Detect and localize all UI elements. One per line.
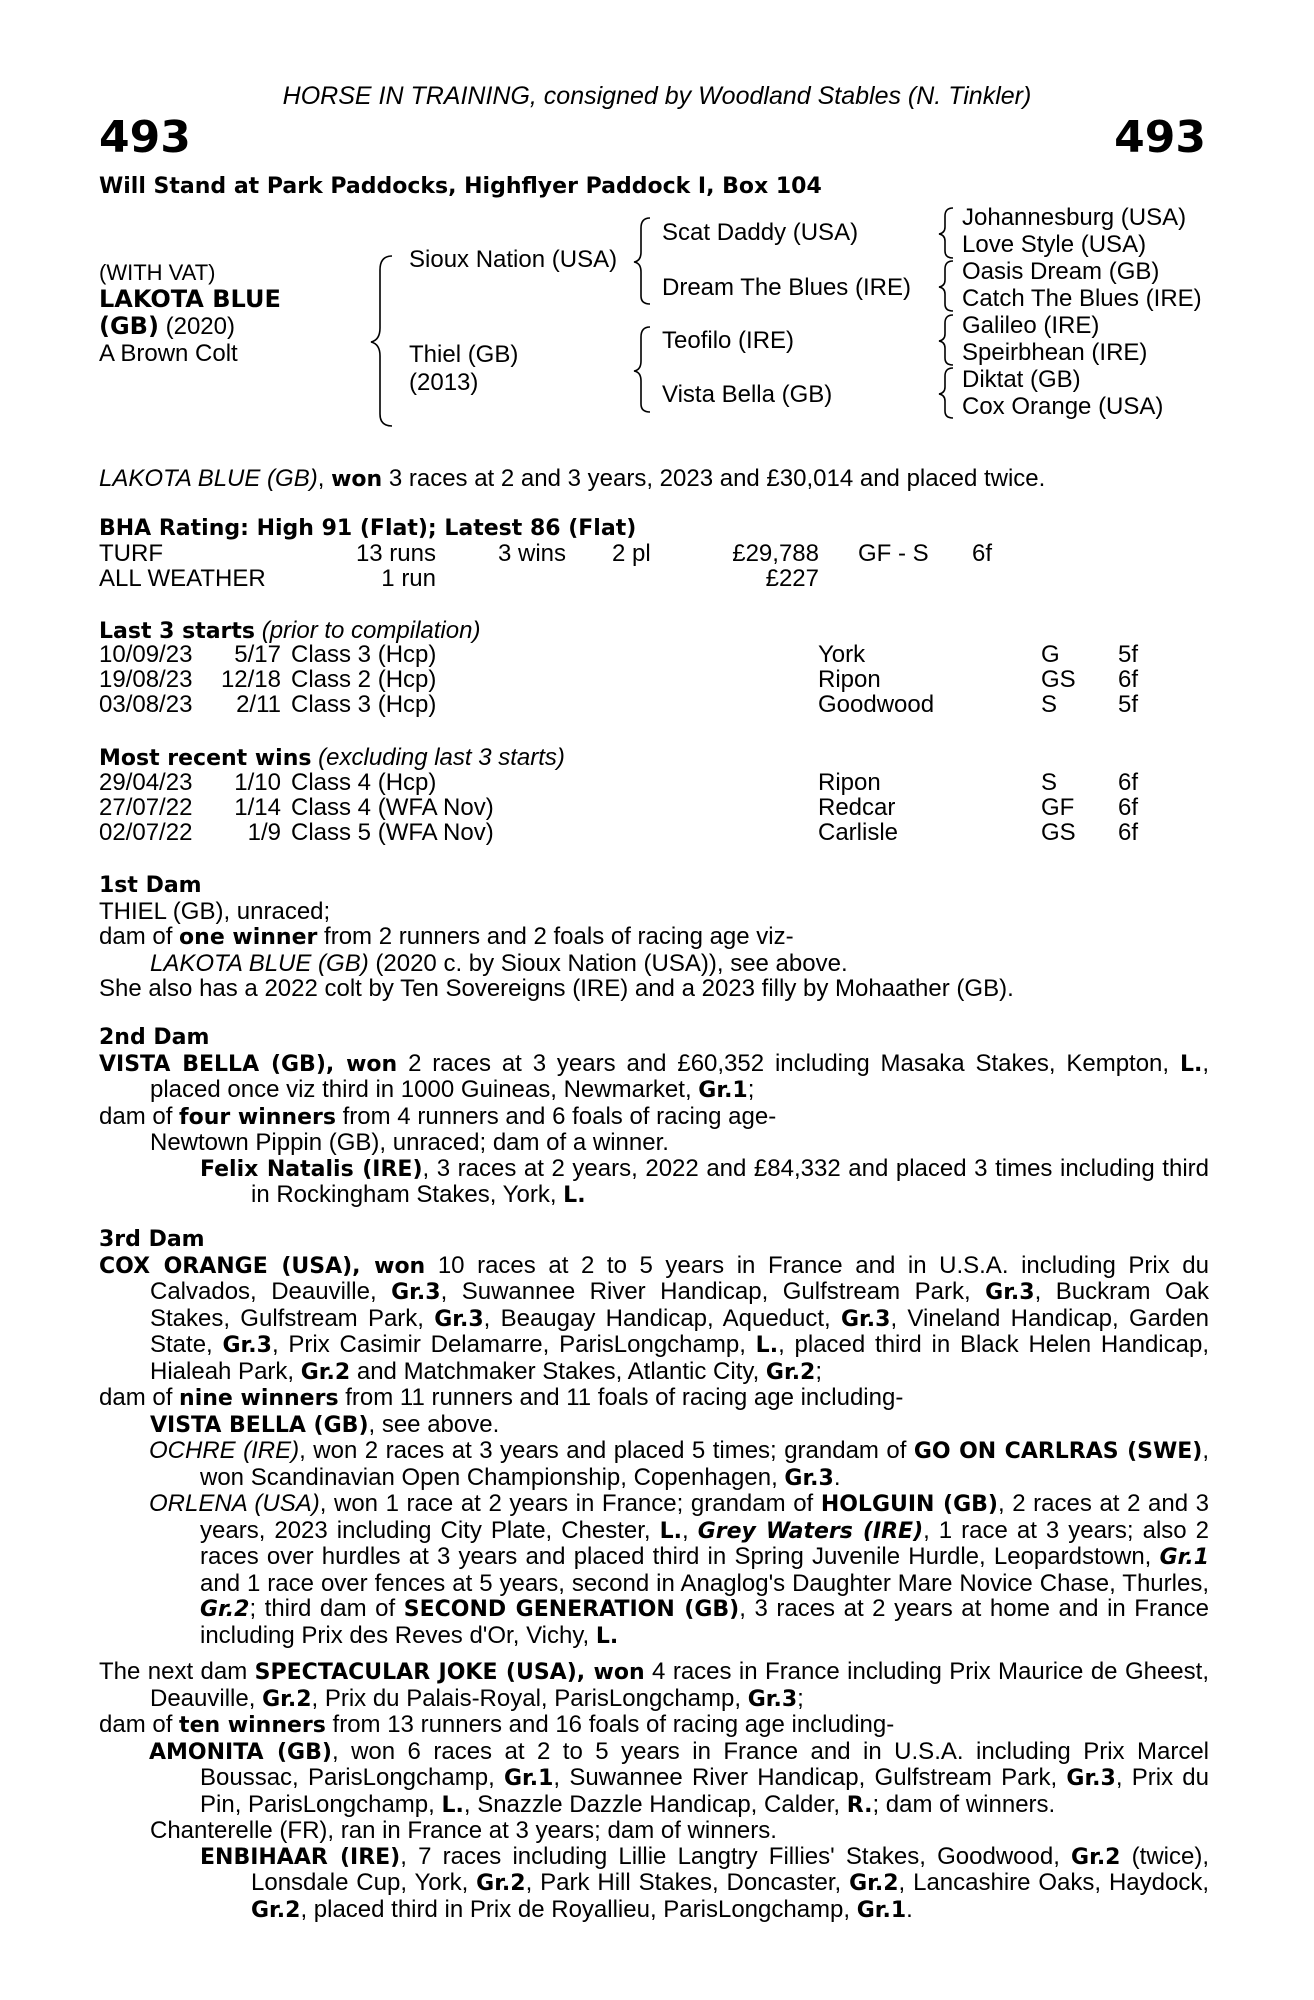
text-segment: HOLGUIN (GB) — [820, 1492, 998, 1517]
pedigree-dam-dam: Vista Bella (GB) — [662, 381, 833, 408]
text-segment: Gr.3 — [434, 1306, 484, 1332]
text-segment: . — [906, 1895, 913, 1923]
text-segment: . — [833, 1463, 841, 1491]
race-course: Goodwood — [818, 691, 935, 718]
text-segment: The next dam — [99, 1658, 255, 1685]
gp-8: Cox Orange (USA) — [962, 393, 1164, 420]
pedigree-dam: Thiel (GB) — [409, 341, 519, 368]
text-segment: , 2 races at 2 and 3 years, 2023 including City Plate, Chester, — [200, 1490, 1209, 1544]
race-course: Ripon — [818, 769, 881, 796]
third-dam-title: 3rd Dam — [99, 1227, 205, 1252]
race-class: Class 2 (Hcp) — [291, 666, 437, 693]
race-distance: 6f — [1118, 769, 1139, 796]
rating-runs: 13 runs — [355, 540, 436, 567]
text-segment: OCHRE (IRE) — [149, 1437, 300, 1464]
race-position: 1/9 — [247, 819, 281, 846]
text-segment: GO ON CARLRAS (SWE) — [913, 1439, 1203, 1464]
race-summary: LAKOTA BLUE (GB), won 3 races at 2 and 3 years, 2023 and £30,014 and placed twice. — [99, 465, 1046, 492]
text-segment: , Vineland Handicap, Garden State, — [150, 1304, 1210, 1358]
third-dam-para3 — [99, 1412, 1209, 1439]
first-dam-line3: LAKOTA BLUE (GB) (2020 c. by Sioux Nation (USA)), see above. — [150, 949, 848, 977]
race-going: S — [1041, 691, 1058, 718]
text-segment: , won 1 race at 2 years in France; grandam of — [319, 1490, 821, 1517]
second-dam-para3: Newtown Pippin (GB), unraced; dam of a winner. — [150, 1129, 669, 1156]
text-segment: Gr.1 — [503, 1766, 554, 1791]
pedigree-sire: Sioux Nation (USA) — [409, 246, 618, 273]
text-segment: Chanterelle (FR), ran in France at 3 years; dam of winners. — [150, 1817, 777, 1844]
text-segment: from 11 runners and 11 foals of racing age including- — [338, 1384, 904, 1411]
second-dam-para2: dam of four winners from 4 runners and 6 foals of racing age- — [99, 1102, 777, 1130]
race-position: 12/18 — [220, 666, 281, 693]
third-dam-para5 — [99, 1491, 1209, 1649]
pedigree-dam-year: (2013) — [409, 369, 479, 396]
race-position: 1/14 — [234, 794, 281, 821]
text-segment: ; — [797, 1684, 804, 1712]
horse-description: A Brown Colt — [99, 340, 238, 367]
second-dam-para1: VISTA BELLA (GB), won 2 races at 3 years and £60,352 including Masaka Stakes, Kempton, L., placed once viz third in 1000 Guineas, Newmarket, Gr.1; — [99, 1049, 1209, 1103]
first-dam-line2: dam of one winner from 2 runners and 2 foals of racing age viz- — [99, 923, 794, 950]
next-dam-para4 — [99, 1818, 1209, 1844]
text-segment: , Beaugay Handicap, Aqueduct, — [483, 1304, 841, 1332]
page-header: HORSE IN TRAINING, consigned by Woodland Stables (N. Tinkler) — [282, 82, 1032, 110]
text-segment: SPECTACULAR JOKE (USA), won — [254, 1660, 645, 1685]
text-segment: Gr.2 — [262, 1686, 312, 1712]
text-segment: Gr.2 — [300, 1359, 351, 1385]
horse-origin: (GB) (2020) — [99, 312, 235, 340]
race-distance: 6f — [1118, 666, 1139, 693]
text-segment: Gr.1 — [856, 1897, 907, 1923]
third-dam-para1 — [99, 1253, 1209, 1386]
text-segment: Gr.3 — [747, 1686, 798, 1712]
race-date: 02/07/22 — [99, 819, 193, 846]
text-segment: Grey Waters (IRE) — [697, 1518, 924, 1544]
race-going: GF — [1041, 794, 1075, 821]
first-dam-line1: THIEL (GB), unraced; — [99, 897, 331, 925]
rating-distance: 6f — [972, 540, 993, 567]
text-segment: , placed third in Black Helen Handicap, Hialeah Park, — [150, 1331, 1210, 1385]
pedigree-sire-sire: Scat Daddy (USA) — [662, 219, 859, 246]
race-course: York — [818, 641, 866, 668]
text-segment: , Park Hill Stakes, Doncaster, — [525, 1869, 850, 1896]
gp-3: Oasis Dream (GB) — [962, 258, 1160, 285]
race-date: 29/04/23 — [99, 769, 193, 796]
text-segment: , 7 races including Lillie Langtry Fillies' Stakes, Goodwood, — [400, 1842, 1072, 1870]
text-segment: , placed third in Prix de Royallieu, ParisLongchamp, — [300, 1895, 857, 1923]
second-dam-para4: Felix Natalis (IRE), 3 races at 2 years, 2022 and £84,332 and placed 3 times including third in Rockingham Stakes, York, L. — [200, 1154, 1209, 1208]
gp-1: Johannesburg (USA) — [962, 204, 1187, 231]
next-dam-para5 — [99, 1844, 1209, 1924]
text-segment: (twice), Lonsdale Cup, York, — [251, 1842, 1209, 1896]
pedigree-grandparents — [962, 204, 1202, 420]
text-segment: dam of — [99, 1711, 180, 1738]
next-dam-para2 — [99, 1712, 1209, 1739]
first-dam-title: 1st Dam — [99, 873, 202, 898]
text-segment: L. — [659, 1518, 682, 1544]
race-date: 03/08/23 — [99, 691, 193, 718]
text-segment: R. — [846, 1792, 873, 1818]
race-going: GS — [1041, 819, 1076, 846]
gp-2: Love Style (USA) — [962, 231, 1147, 258]
text-segment: ENBIHAAR (IRE) — [200, 1844, 401, 1870]
race-position: 1/10 — [234, 769, 281, 796]
text-segment: , Prix Casimir Delamarre, ParisLongchamp, — [271, 1331, 756, 1358]
text-segment: from 13 runners and 16 foals of racing age including- — [325, 1711, 895, 1738]
race-class: Class 3 (Hcp) — [291, 641, 437, 668]
text-segment: Gr.3 — [222, 1333, 272, 1358]
text-segment: VISTA BELLA (GB) — [150, 1412, 369, 1438]
race-going: S — [1041, 769, 1058, 796]
pedigree-dam-sire: Teofilo (IRE) — [662, 327, 795, 354]
text-segment: Gr.1 — [1159, 1545, 1209, 1570]
race-date: 10/09/23 — [99, 641, 193, 668]
rating-surface: TURF — [99, 540, 163, 567]
second-dam-section — [99, 1025, 1209, 1209]
lot-number-right: 493 — [1114, 112, 1206, 163]
text-segment: Gr.2 — [1071, 1844, 1121, 1870]
text-segment: , Prix du Pin, ParisLongchamp, — [200, 1764, 1209, 1818]
text-segment: 10 races at 2 to 5 years in France and in U.S.A. including Prix du Calvados, Deauville, — [150, 1251, 1209, 1305]
text-segment: Gr.3 — [1066, 1766, 1116, 1791]
gp-6: Speirbhean (IRE) — [962, 339, 1148, 366]
text-segment: 4 races in France including Prix Maurice de Gheest, Deauville, — [150, 1658, 1209, 1712]
text-segment: Gr.2 — [765, 1359, 816, 1385]
race-distance: 5f — [1118, 691, 1139, 718]
second-dam-title: 2nd Dam — [99, 1025, 210, 1050]
race-course: Redcar — [818, 794, 896, 821]
race-going: GS — [1041, 666, 1076, 693]
text-segment: Gr.2 — [849, 1871, 899, 1896]
lot-number-left: 493 — [99, 112, 191, 163]
text-segment: , Snazzle Dazzle Handicap, Calder, — [463, 1790, 847, 1818]
next-dam-section — [99, 1659, 1209, 1923]
text-segment: Gr.2 — [251, 1897, 301, 1923]
text-segment: Gr.3 — [784, 1465, 834, 1491]
recent-title: Most recent wins (excluding last 3 starts) — [99, 744, 565, 771]
text-segment: , 1 race at 3 years; also 2 races over hurdles at 3 years and placed third in Spring Juvenile Hurdle, Leopardstown, — [200, 1516, 1209, 1570]
third-dam-para2 — [99, 1385, 1209, 1412]
race-position: 2/11 — [236, 691, 281, 718]
text-segment: ; dam of winners. — [872, 1790, 1056, 1818]
text-segment: and 1 race over fences at 5 years, second in Anaglog's Daughter Mare Novice Chase, Thurles, — [200, 1569, 1209, 1597]
text-segment: , Lancashire Oaks, Haydock, — [898, 1869, 1209, 1896]
third-dam-section — [99, 1227, 1209, 1649]
gp-5: Galileo (IRE) — [962, 312, 1100, 339]
rating-going: GF - S — [858, 540, 929, 567]
first-dam-line4: She also has a 2022 colt by Ten Sovereigns (IRE) and a 2023 filly by Mohaather (GB). — [99, 975, 1014, 1002]
next-dam-para1 — [99, 1659, 1209, 1712]
race-class: Class 5 (WFA Nov) — [291, 819, 494, 846]
text-segment: ORLENA (USA) — [149, 1490, 320, 1517]
race-course: Carlisle — [818, 819, 899, 846]
rating-surface: ALL WEATHER — [99, 565, 266, 592]
gp-7: Diktat (GB) — [962, 366, 1081, 393]
next-dam-para3 — [99, 1739, 1209, 1819]
stand-location: Will Stand at Park Paddocks, Highflyer Paddock I, Box 104 — [99, 174, 822, 199]
rating-prize: £29,788 — [732, 540, 819, 567]
race-class: Class 4 (Hcp) — [291, 769, 437, 796]
race-date: 27/07/22 — [99, 794, 193, 821]
text-segment: ten winners — [179, 1713, 326, 1738]
text-segment: ; — [815, 1357, 823, 1385]
vat-note: (WITH VAT) — [99, 260, 216, 285]
rating-runs: 1 run — [381, 565, 436, 592]
text-segment: Gr.3 — [841, 1306, 891, 1332]
text-segment: , Suwannee River Handicap, Gulfstream Park, — [440, 1278, 986, 1305]
text-segment: , see above. — [368, 1410, 500, 1438]
race-distance: 6f — [1118, 794, 1139, 821]
text-segment: L. — [441, 1792, 464, 1818]
pedigree-sire-dam: Dream The Blues (IRE) — [662, 274, 911, 301]
text-segment: Gr.2 — [476, 1871, 526, 1896]
race-distance: 5f — [1118, 641, 1139, 668]
text-segment: Gr.2 — [200, 1597, 250, 1622]
rating-prize: £227 — [765, 565, 819, 592]
bha-rating-title: BHA Rating: High 91 (Flat); Latest 86 (Flat) — [99, 516, 637, 541]
text-segment: , Prix du Palais-Royal, ParisLongchamp, — [311, 1684, 748, 1712]
text-segment: , won 2 races at 3 years and placed 5 times; grandam of — [299, 1437, 914, 1464]
text-segment: , 3 races at 2 years at home and in France including Prix des Reves d'Or, Vichy, — [200, 1595, 1209, 1649]
race-date: 19/08/23 — [99, 666, 193, 693]
text-segment: , — [682, 1516, 698, 1544]
text-segment: , Suwannee River Handicap, Gulfstream Park, — [553, 1764, 1067, 1791]
third-dam-para4 — [99, 1438, 1209, 1491]
text-segment: Gr.3 — [985, 1280, 1035, 1305]
race-position: 5/17 — [234, 641, 281, 668]
race-going: G — [1041, 641, 1060, 668]
rating-placed: 2 pl — [612, 540, 651, 567]
race-class: Class 3 (Hcp) — [291, 691, 437, 718]
text-segment: AMONITA (GB) — [149, 1739, 332, 1765]
text-segment: , won Scandinavian Open Championship, Copenhagen, — [200, 1437, 1209, 1491]
text-segment: , Buckram Oak Stakes, Gulfstream Park, — [150, 1278, 1209, 1332]
text-segment: L. — [595, 1623, 619, 1649]
rating-wins: 3 wins — [498, 540, 567, 567]
text-segment: SECOND GENERATION (GB) — [403, 1597, 740, 1622]
text-segment: ; third dam of — [249, 1595, 404, 1622]
text-segment: COX ORANGE (USA), won — [99, 1253, 426, 1279]
race-course: Ripon — [818, 666, 881, 693]
text-segment: and Matchmaker Stakes, Atlantic City, — [350, 1357, 766, 1385]
race-distance: 6f — [1118, 819, 1139, 846]
race-class: Class 4 (WFA Nov) — [291, 794, 494, 821]
text-segment: nine winners — [179, 1386, 339, 1411]
horse-name: LAKOTA BLUE — [99, 285, 281, 313]
text-segment: , won 6 races at 2 to 5 years in France and in U.S.A. including Prix Marcel Boussac, ParisLongchamp, — [200, 1737, 1210, 1791]
text-segment: L. — [755, 1333, 779, 1358]
text-segment: dam of — [99, 1384, 180, 1411]
gp-4: Catch The Blues (IRE) — [962, 285, 1202, 312]
text-segment: Gr.3 — [391, 1280, 441, 1305]
last3-title: Last 3 starts (prior to compilation) — [99, 617, 481, 644]
first-dam-section — [99, 873, 1209, 1002]
